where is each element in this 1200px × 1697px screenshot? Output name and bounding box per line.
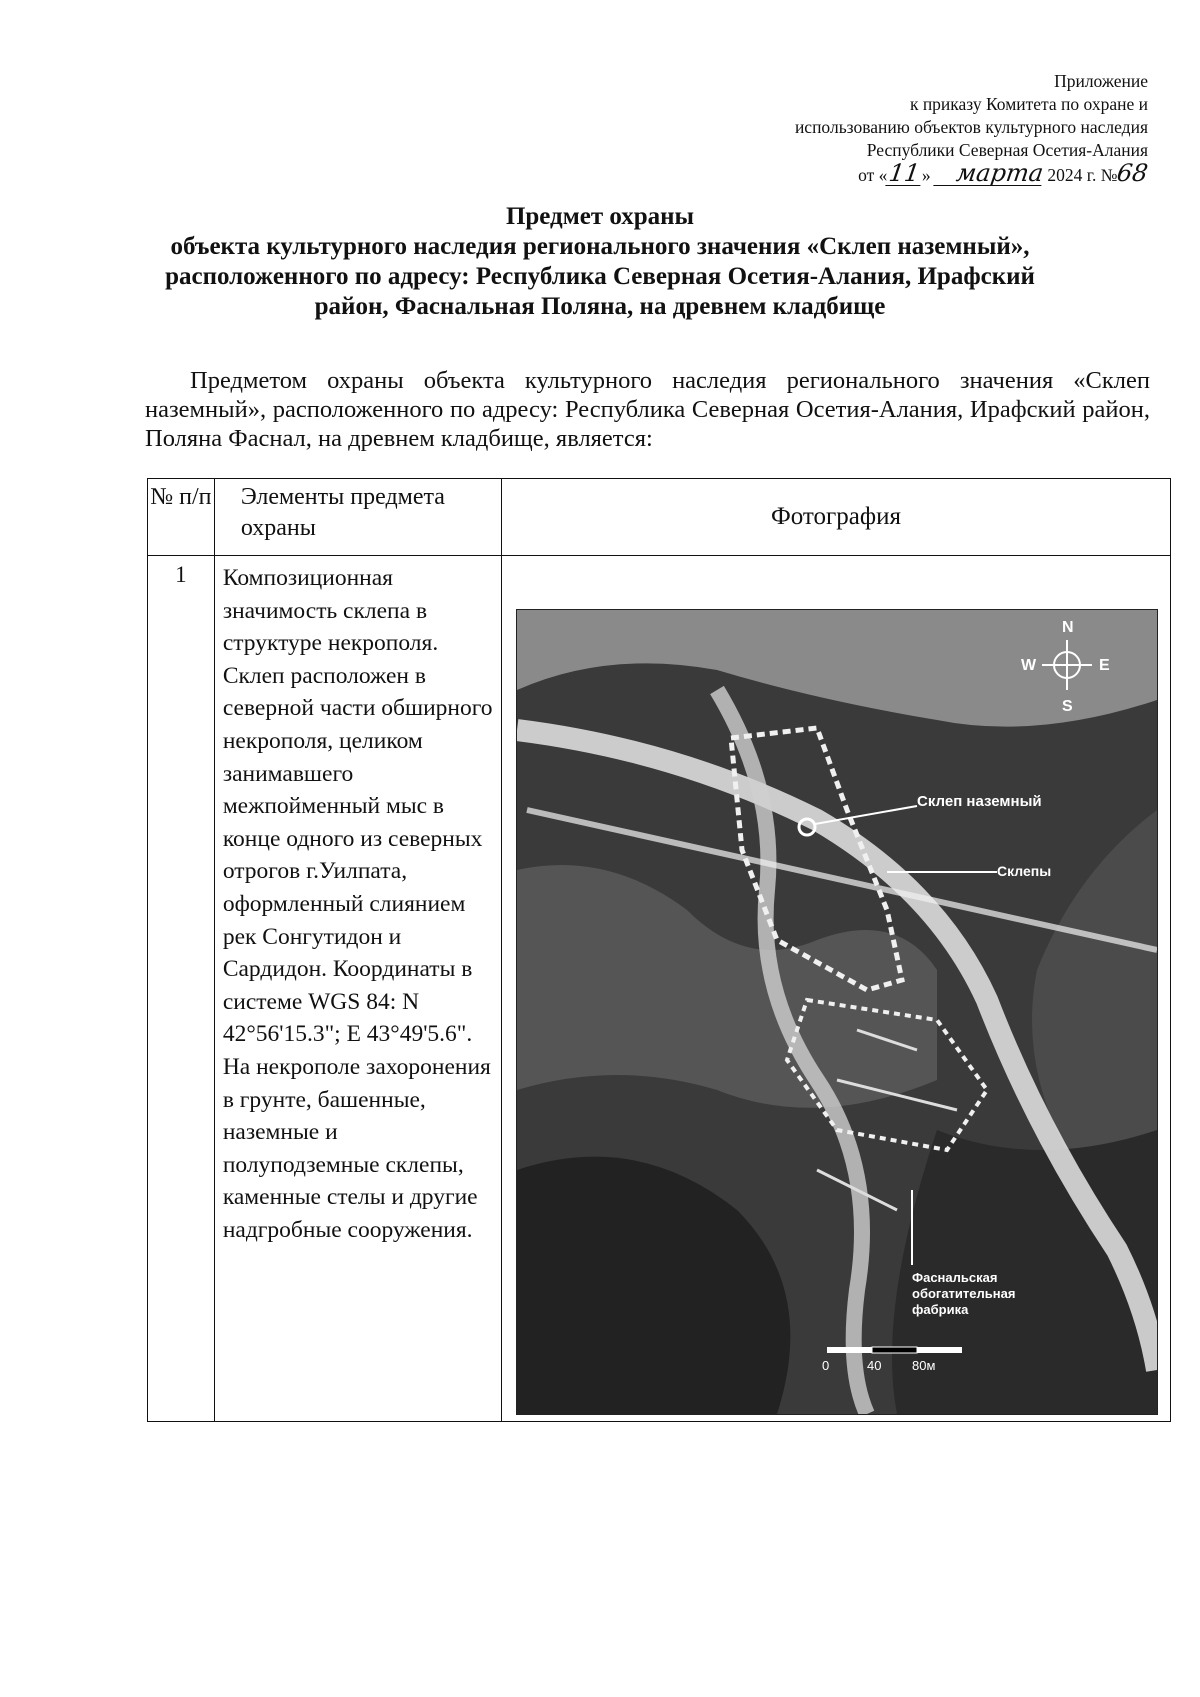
appendix-block [588,70,1151,187]
scale-label-40: 40 [866,1358,882,1373]
map-label-factory-1: Фаснальская [911,1270,998,1285]
date-prefix: от « [858,165,888,185]
row-elements-text: Композиционная значимость склепа в структуре некрополя. Склеп расположен в северной части обширного некрополя, целиком занимавшего межпойменный мыс в конце одного из северных отрогов г.Уилпата, оформленный слиянием рек Сонгутидон и Сардидон. Координаты в системе WGS 84: N 42°56'15.3"; E 43°49'5.6". На некрополе захоронения в грунте, башенные, наземные и полуподземные склепы, каменные стелы и другие надгробные сооружения. [214,556,501,1422]
scale-label-80: 80м [911,1358,936,1373]
intro-paragraph: Предметом охраны объекта культурного наследия регионального значения «Склеп наземный», расположенного по адресу: Республика Северная Осетия-Алания, Ирафский район, Поляна Фаснал, на древнем кладбище, является: [145,367,1150,452]
title-line-4: район, Фаснальная Поляна, на древнем кладбище [314,293,886,320]
appendix-line-1: Приложение [1054,71,1148,91]
appendix-line-4: Республики Северная Осетия-Алания [866,140,1148,160]
map-label-factory-2: обогатительная [911,1286,1016,1301]
date-year: 2024 г. № [1047,165,1118,185]
compass-e: E [1098,657,1110,674]
title-line-1: Предмет охраны [505,203,695,230]
header-number: № п/п [148,479,215,556]
map-label-crypt: Склеп наземный [916,793,1042,810]
row-photo-cell [501,556,1170,1422]
document-title [110,202,1090,322]
compass-n: N [1061,619,1074,636]
satellite-map-image [516,609,1158,1415]
row-number: 1 [148,556,215,1422]
date-mid: » [921,165,931,185]
compass-w: W [1020,657,1037,674]
compass-s: S [1061,698,1073,715]
date-day: 11 [887,159,923,187]
header-photo: Фотография [501,479,1170,556]
title-line-3: расположенного по адресу: Республика Северная Осетия-Алания, Ирафский [165,263,1035,290]
date-month: марта [933,162,1044,186]
appendix-date-line [588,159,1151,187]
order-number: 68 [1115,159,1151,187]
appendix-line-2: к приказу Комитета по охране и [909,94,1148,114]
scale-label-0: 0 [821,1358,830,1373]
map-label-crypts: Склепы [996,863,1052,879]
table-header-row [148,479,1171,556]
header-elements: Элементы предмета охраны [214,479,501,556]
map-scale-bar [827,1347,962,1353]
protection-elements-table [147,478,1171,1422]
appendix-line-3: использованию объектов культурного наследия [794,117,1148,137]
title-line-2: объекта культурного наследия регионального значения «Склеп наземный», [170,233,1030,260]
table-row [148,556,1171,1422]
map-label-factory-3: фабрика [911,1302,969,1317]
